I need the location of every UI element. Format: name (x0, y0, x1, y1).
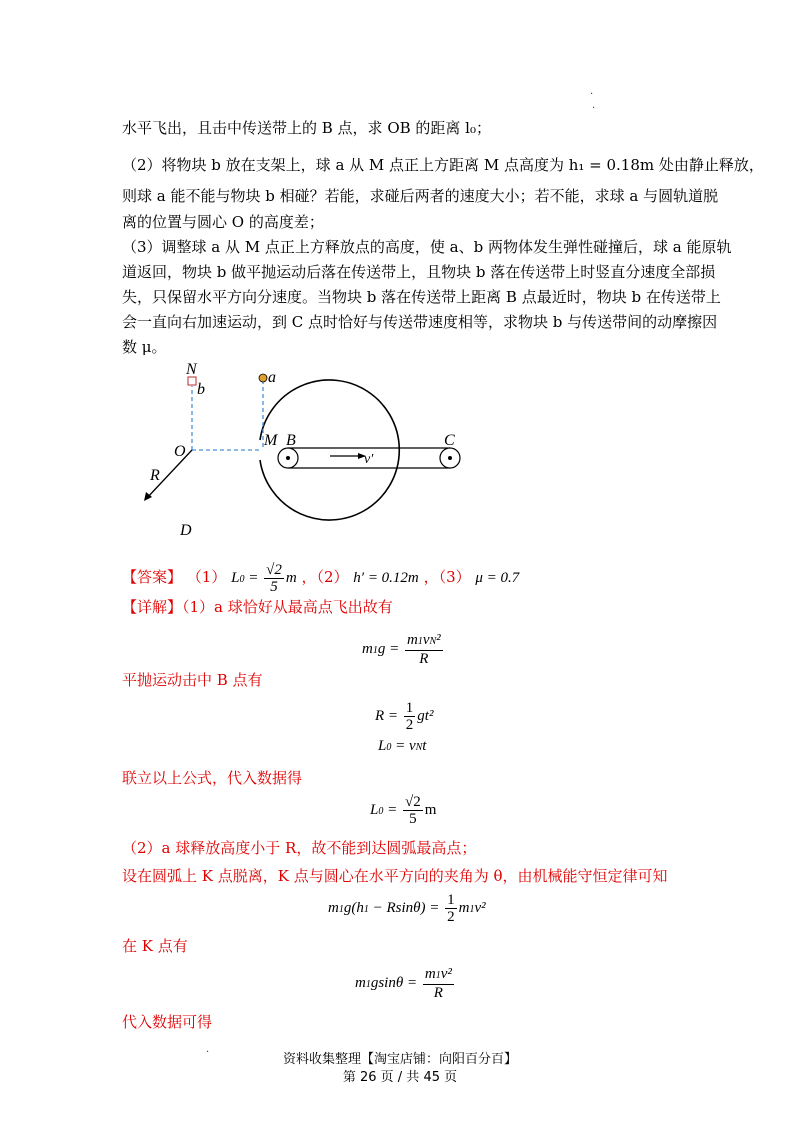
label-v-prime: v′ (364, 452, 374, 467)
answer-part-1-label: （1） (186, 568, 227, 586)
answer-2: h′ = 0.12m (353, 570, 419, 586)
question-part3-line-2: 道返回，物块 b 做平抛运动后落在传送带上，且物块 b 落在传送带上时竖直分速度全部损 (122, 263, 716, 281)
label-R: R (150, 467, 160, 484)
equation-fall-height: R = $\frac{1}{2}$ gt² (375, 700, 434, 733)
equation-K-point: m1gsinθ = $\frac{\text{m1v²}}{R}$ (355, 966, 452, 1001)
equation-centripetal: m1g = $\frac{\text{m1vN²}}{R}$ (362, 632, 441, 667)
detail-step-1: （1）a 球恰好从最高点飞出故有 (182, 598, 393, 616)
label-N: N (186, 361, 197, 378)
scan-dot: . (590, 86, 594, 97)
label-a: a (268, 369, 276, 386)
circular-track (260, 380, 399, 520)
question-part2-line-2: 则球 a 能不能与物块 b 相碰？若能，求碰后两者的速度大小；若不能，求球 a 与圆轨道脱 (122, 187, 719, 205)
question-part3-line-4: 会一直向右加速运动，到 C 点时恰好与传送带速度相等，求物块 b 与传送带间的动摩擦因 (122, 313, 718, 331)
pulley-B-axle (286, 456, 290, 460)
answer-3: μ = 0.7 (475, 570, 520, 586)
detail-line-7: 代入数据可得 (122, 1013, 213, 1031)
answer-part-2-label: ，（2） (301, 568, 349, 586)
scan-dot: . (592, 100, 596, 111)
question-part3-line-1: （3）调整球 a 从 M 点正上方释放点的高度，使 a、b 两物体发生弹性碰撞后，球 a 能原轨 (122, 238, 732, 256)
equation-L0-result: L0 = $\frac{√2}{5}$ m (370, 794, 437, 827)
answer-part-3-label: ，（3） (423, 568, 471, 586)
label-B: B (286, 432, 296, 449)
label-M: M (264, 432, 278, 449)
label-D: D (180, 522, 192, 539)
question-part2-line-3: 离的位置与圆心 O 的高度差； (122, 213, 324, 231)
answer-tag: 【答案】 (122, 568, 183, 586)
detail-line-6: 在 K 点有 (122, 937, 188, 955)
equation-energy: m1g(h1 − Rsinθ) = $\frac{1}{2}$ m1v² (328, 892, 486, 925)
label-b: b (197, 381, 205, 398)
detail-tag: 【详解】 (122, 598, 183, 616)
detail-line-3: 联立以上公式，代入数据得 (122, 769, 303, 787)
ball-a (259, 374, 267, 382)
question-part2-line-1: （2）将物块 b 放在支架上，球 a 从 M 点正上方距离 M 点高度为 h₁ = 0.18m 处由静止释放， (122, 156, 764, 174)
block-b (188, 377, 196, 385)
label-C: C (444, 432, 455, 449)
physics-diagram (108, 360, 468, 540)
pulley-C-axle (448, 456, 452, 460)
detail-line-1 (122, 597, 393, 617)
question-part3-line-3: 失，只保留水平方向分速度。当物块 b 落在传送带上距离 B 点最近时，物块 b 在传送带上 (122, 288, 721, 306)
label-O: O (174, 443, 186, 460)
footer-source: 资料收集整理【淘宝店铺：向阳百分百】 (282, 1052, 517, 1067)
detail-line-2: 平抛运动击中 B 点有 (122, 671, 263, 689)
equation-horizontal: L0 = vNt (378, 738, 427, 754)
question-part3-line-5: 数 μ。 (122, 338, 167, 356)
answer-line (122, 560, 519, 597)
detail-line-5: 设在圆弧上 K 点脱离，K 点与圆心在水平方向的夹角为 θ，由机械能守恒定律可知 (122, 867, 668, 885)
scan-dot: . (206, 1044, 210, 1055)
footer-page-number: 第 26 页 / 共 45 页 (342, 1070, 458, 1085)
answer-1: L0 = $\frac{√2}{5}$ m (231, 562, 297, 596)
detail-line-4: （2）a 球释放高度小于 R，故不能到达圆弧最高点； (122, 839, 477, 857)
question-line-1: 水平飞出，且击中传送带上的 B 点，求 OB 的距离 l₀； (122, 119, 491, 137)
